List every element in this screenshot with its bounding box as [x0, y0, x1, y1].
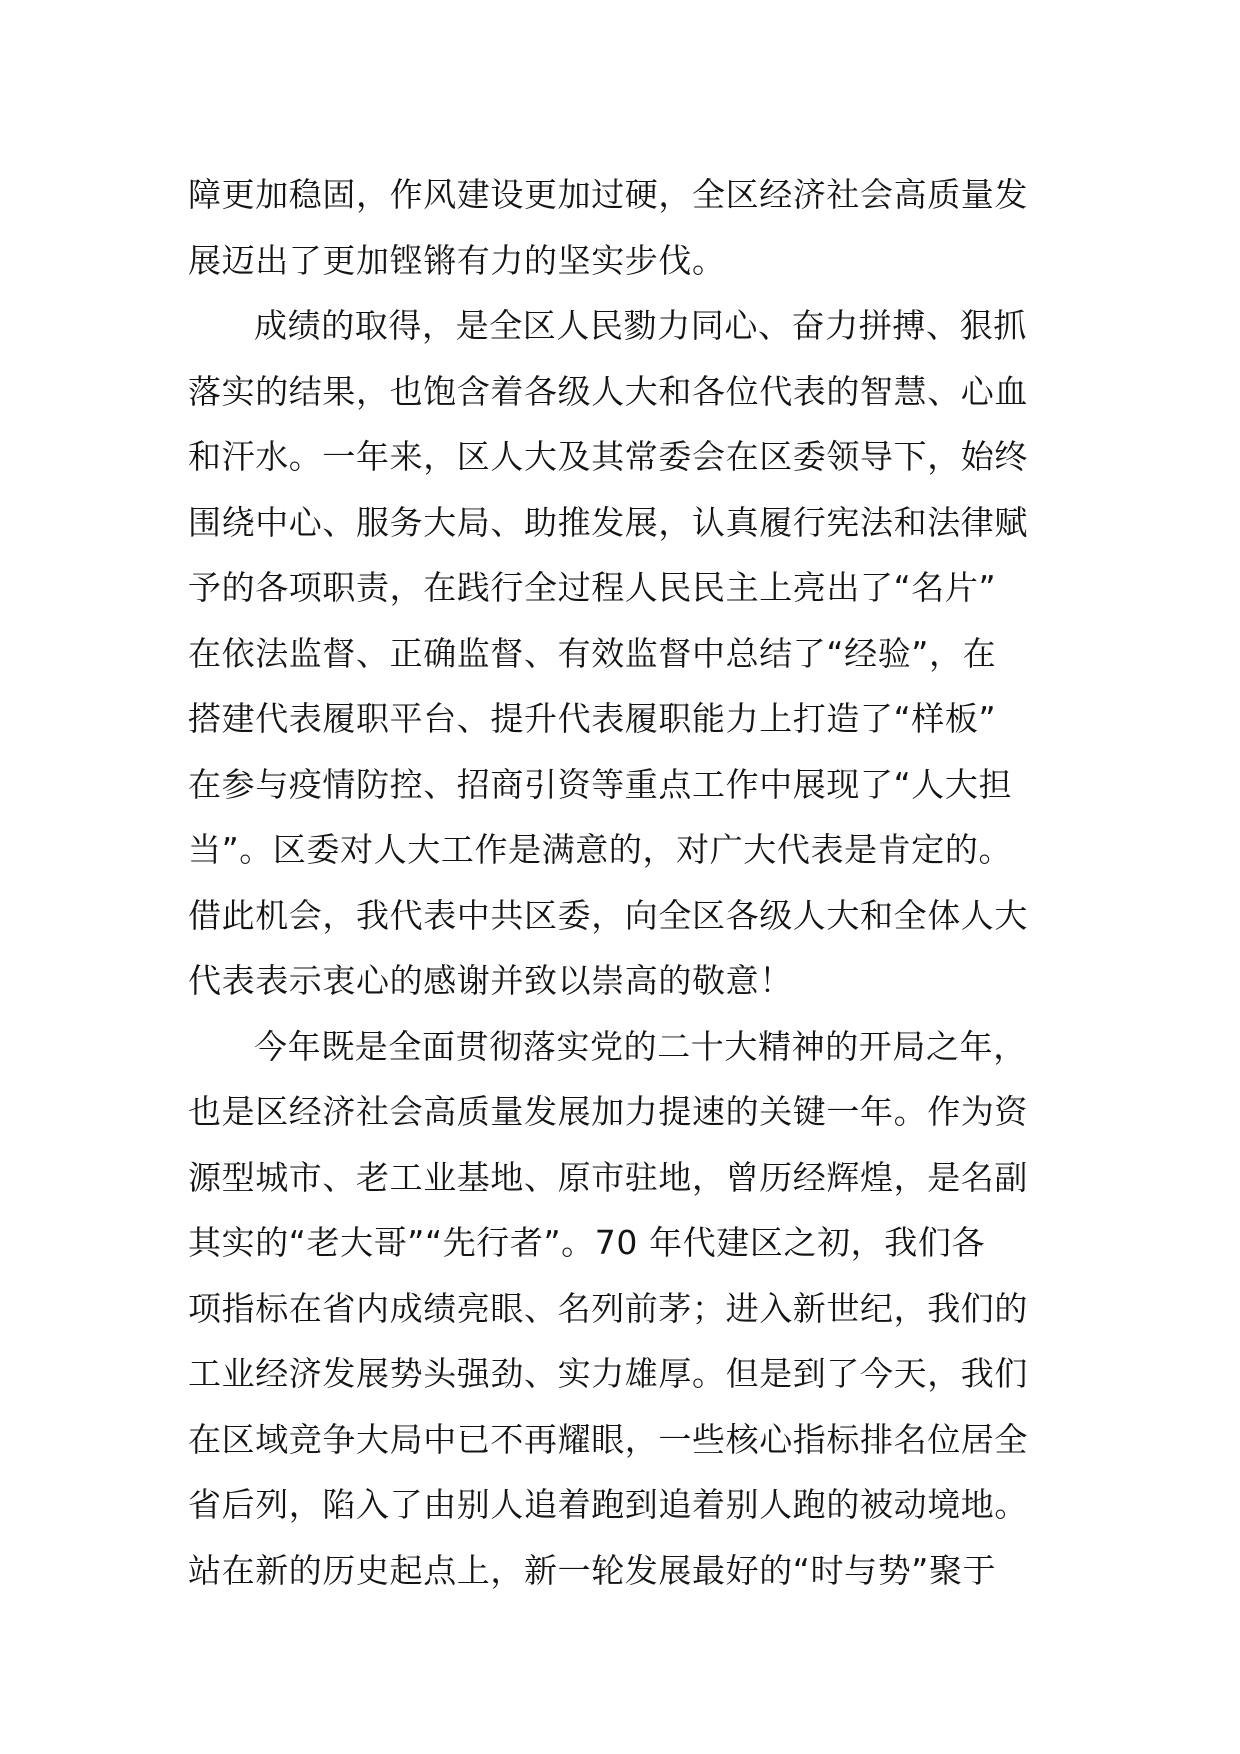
- text-line-5: 和汗水。一年来，区人大及其常委会在区委领导下，始终: [188, 437, 1028, 476]
- text-line-11: 当”。区委对人大工作是满意的，对广大代表是肯定的。: [188, 830, 1013, 869]
- text-line-22: 站在新的历史起点上，新一轮发展最好的“时与势”聚于: [188, 1550, 997, 1590]
- text-line-1: 障更加稳固，作风建设更加过硬，全区经济社会高质量发: [188, 175, 1028, 214]
- text-line-10: 在参与疫情防控、招商引资等重点工作中展现了“人大担: [188, 764, 1013, 804]
- text-line-13: 代表表示衷心的感谢并致以崇高的敬意！: [188, 961, 793, 1000]
- text-line-4: 落实的结果，也饱含着各级人大和各位代表的智慧、心血: [188, 371, 1028, 411]
- text-line-19: 工业经济发展势头强劲、实力雄厚。但是到了今天，我们: [188, 1354, 1028, 1393]
- text-line-16: 源型城市、老工业基地、原市驻地，曾历经辉煌，是名副: [188, 1157, 1028, 1197]
- text-line-7: 予的各项职责，在践行全过程人民民主上亮出了“名片”: [188, 568, 997, 607]
- text-line-6: 围绕中心、服务大局、助推发展，认真履行宪法和法律赋: [188, 502, 1028, 542]
- text-line-9: 搭建代表履职平台、提升代表履职能力上打造了“样板”: [188, 699, 997, 738]
- paragraph-start-line-3: 成绩的取得，是全区人民勠力同心、奋力拼搏、狠抓: [254, 306, 1027, 345]
- text-line-17: 其实的“老大哥”“先行者”。70 年代建区之初，我们各: [188, 1223, 986, 1262]
- text-line-15: 也是区经济社会高质量发展加力提速的关键一年。作为资: [188, 1092, 1028, 1131]
- body-text: [188, 162, 1058, 1603]
- text-line-12: 借此机会，我代表中共区委，向全区各级人大和全体人大: [188, 895, 1028, 935]
- text-line-20: 在区域竞争大局中已不再耀眼，一些核心指标排名位居全: [188, 1419, 1028, 1459]
- text-line-21: 省后列，陷入了由别人追着跑到追着别人跑的被动境地。: [188, 1485, 1028, 1524]
- text-line-18: 项指标在省内成绩亮眼、名列前茅；进入新世纪，我们的: [188, 1288, 1028, 1328]
- text-line-8: 在依法监督、正确监督、有效监督中总结了“经验”，在: [188, 633, 997, 673]
- paragraph-start-line-14: 今年既是全面贯彻落实党的二十大精神的开局之年，: [254, 1026, 1027, 1066]
- text-line-2: 展迈出了更加铿锵有力的坚实步伐。: [188, 240, 726, 280]
